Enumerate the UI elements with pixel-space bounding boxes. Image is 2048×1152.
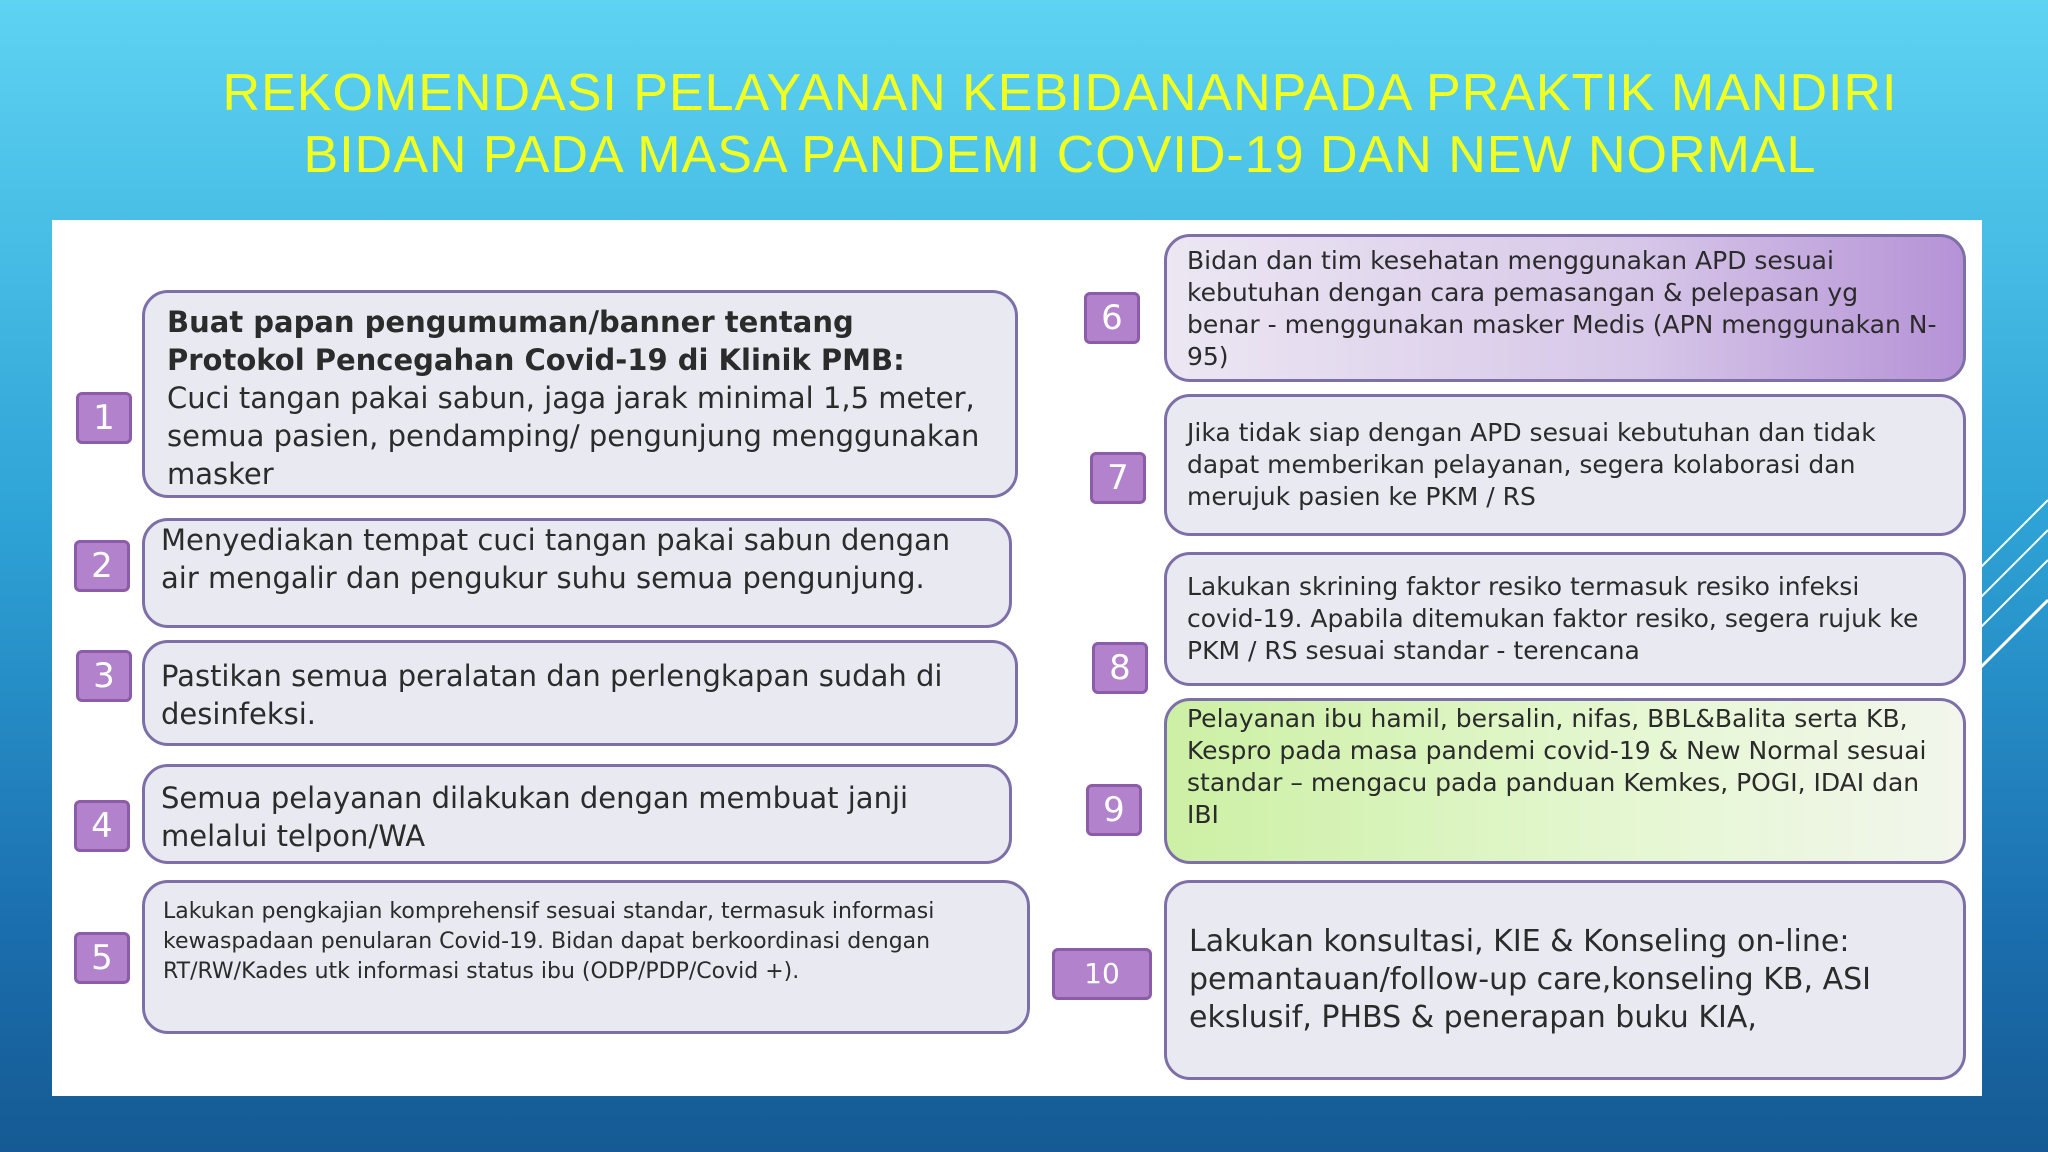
item-6-card — [1164, 234, 1966, 382]
content-panel — [52, 220, 1982, 1096]
item-10-text: Lakukan konsultasi, KIE & Konseling on-line: pemantauan/follow-up care,konseling KB, ASI ekslusif, PHBS & penerapan buku KIA, — [1189, 924, 1871, 1035]
item-3-card — [142, 640, 1018, 746]
item-2-card — [142, 518, 1012, 628]
item-9-number-badge: 9 — [1086, 784, 1142, 836]
item-1-heading: Buat papan pengumuman/banner tentang Protokol Pencegahan Covid-19 di Klinik PMB: — [167, 305, 905, 377]
item-5-card — [142, 880, 1030, 1034]
item-10-number-badge: 10 — [1052, 948, 1152, 1000]
item-4-text: Semua pelayanan dilakukan dengan membuat janji melalui telpon/WA — [161, 781, 909, 853]
item-4-number-badge: 4 — [74, 800, 130, 852]
item-3-number-badge: 3 — [76, 650, 132, 702]
item-8-number-badge: 8 — [1092, 642, 1148, 694]
item-6-number-badge: 6 — [1084, 292, 1140, 344]
item-5-number-badge: 5 — [74, 932, 130, 984]
item-5-text: Lakukan pengkajian komprehensif sesuai standar, termasuk informasi kewaspadaan penularan Covid-19. Bidan dapat berkoordinasi dengan RT/RW/Kades utk informasi status ibu (ODP/PDP/Covid +). — [163, 899, 935, 984]
item-3-text: Pastikan semua peralatan dan perlengkapan sudah di desinfeksi. — [161, 659, 943, 731]
slide-title-line-2: BIDAN PADA MASA PANDEMI COVID-19 DAN NEW NORMAL — [303, 126, 1817, 184]
item-1-card — [142, 290, 1018, 498]
item-2-text: Menyediakan tempat cuci tangan pakai sabun dengan air mengalir dan pengukur suhu semua pengunjung. — [161, 523, 951, 595]
item-7-number-badge: 7 — [1090, 452, 1146, 504]
item-4-card — [142, 764, 1012, 864]
item-8-card — [1164, 552, 1966, 686]
item-9-card — [1164, 698, 1966, 864]
item-8-text: Lakukan skrining faktor resiko termasuk resiko infeksi covid-19. Apabila ditemukan faktor resiko, segera rujuk ke PKM / RS sesuai standar - terencana — [1187, 572, 1919, 665]
item-9-text: Pelayanan ibu hamil, bersalin, nifas, BBL&Balita serta KB, Kespro pada masa pandemi covid-19 & New Normal sesuai standar – mengacu pada panduan Kemkes, POGI, IDAI dan IBI — [1187, 704, 1927, 829]
item-7-text: Jika tidak siap dengan APD sesuai kebutuhan dan tidak dapat memberikan pelayanan, segera kolaborasi dan merujuk pasien ke PKM / RS — [1187, 418, 1876, 511]
item-1-number-badge: 1 — [76, 392, 132, 444]
item-6-text: Bidan dan tim kesehatan menggunakan APD sesuai kebutuhan dengan cara pemasangan & pelepasan yg benar - menggunakan masker Medis (APN menggunakan N-95) — [1187, 246, 1937, 371]
slide-title-line-1: REKOMENDASI PELAYANAN KEBIDANANPADA PRAKTIK MANDIRI — [222, 64, 1898, 122]
item-7-card — [1164, 394, 1966, 536]
item-10-card — [1164, 880, 1966, 1080]
slide-title — [180, 62, 1940, 186]
item-2-number-badge: 2 — [74, 540, 130, 592]
item-1-text: Cuci tangan pakai sabun, jaga jarak minimal 1,5 meter, semua pasien, pendamping/ pengunjung menggunakan masker — [167, 381, 980, 491]
